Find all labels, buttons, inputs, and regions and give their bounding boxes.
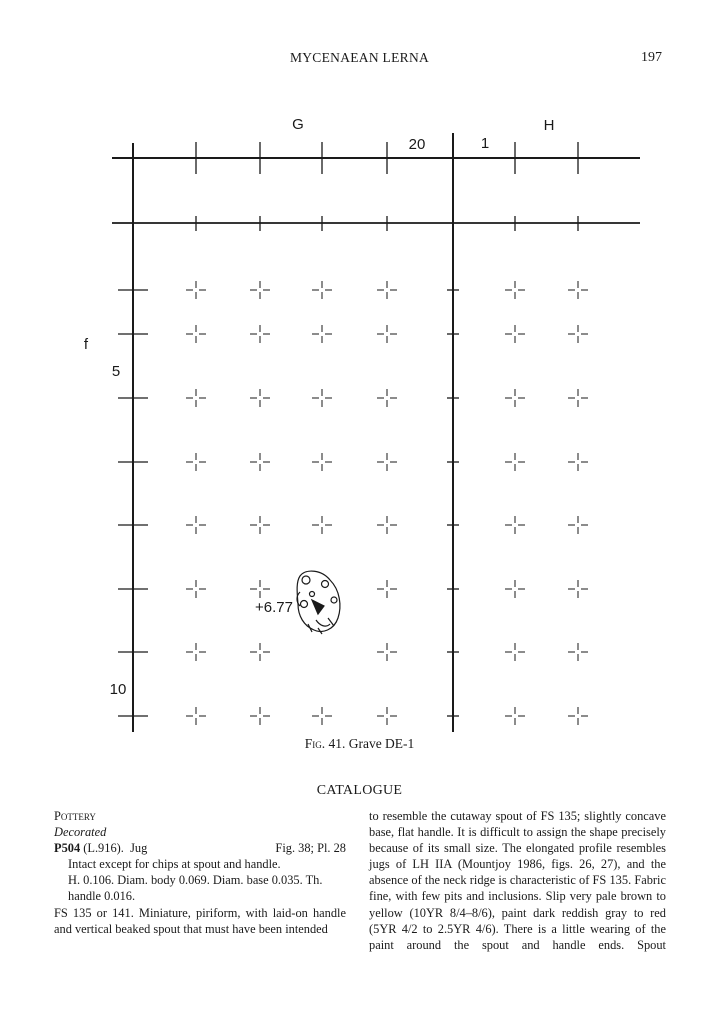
entry-heading — [54, 840, 346, 856]
entry-inventory: (L.916). — [83, 841, 124, 856]
page-number: 197 — [641, 50, 662, 65]
row-label-10: 10 — [109, 681, 127, 698]
burial-jug-icon — [297, 571, 340, 634]
entry-type: Jug — [130, 841, 148, 856]
figure-caption-text: Grave DE-1 — [348, 736, 415, 751]
catalogue-right-column — [369, 808, 666, 953]
entry-number: P504 — [54, 841, 81, 856]
entry-condition: Intact except for chips at spout and handle. — [68, 857, 281, 872]
row-label-5: 5 — [111, 363, 121, 380]
running-head: MYCENAEAN LERNA — [289, 50, 430, 65]
row-label-f: f — [83, 336, 89, 353]
entry-dimensions: H. 0.106. Diam. body 0.069. Diam. base 0.035. Th. handle 0.016. — [68, 873, 323, 904]
section-heading: Pottery — [54, 809, 96, 823]
figure-caption-prefix: Fig. 41. — [304, 736, 346, 751]
entry-description-continued: to resemble the cutaway spout of FS 135; slightly concave base, flat handle. It is difficult to assign the shape precisely because of its small size. The elongated profile resembles jugs of LH IIA (Mountjoy 1986, figs. 26, 27), and the absence of the neck ridge is characteristic of FS 135. Fabric fine, with few pits and inclusions. Slip very pale brown to yellow (10YR 8/4–8/6), paint dark reddish gray to red (5YR 4/2 to 2.5YR 4/6). There is a little wearing of the paint around the spout and handle ends. Spout — [369, 809, 666, 952]
column-label-g: G — [292, 116, 304, 133]
entry-description-start: FS 135 or 141. Miniature, piriform, with laid-on handle and vertical beaked spout that must have been intended — [54, 905, 346, 936]
elevation-label: +6.77 — [255, 599, 293, 616]
catalogue-left-column — [54, 808, 346, 937]
catalogue-title: CATALOGUE — [316, 783, 403, 798]
grid-lines — [109, 133, 640, 732]
column-label-h: H — [543, 117, 555, 134]
grid-ticks — [118, 142, 578, 716]
figure-caption — [0, 736, 719, 752]
grid-crosses — [186, 281, 588, 725]
entry-refs: Fig. 38; Pl. 28 — [275, 841, 346, 856]
subsection-heading: Decorated — [54, 825, 107, 840]
grid-number-1: 1 — [480, 135, 490, 152]
grid-number-20: 20 — [408, 136, 426, 153]
